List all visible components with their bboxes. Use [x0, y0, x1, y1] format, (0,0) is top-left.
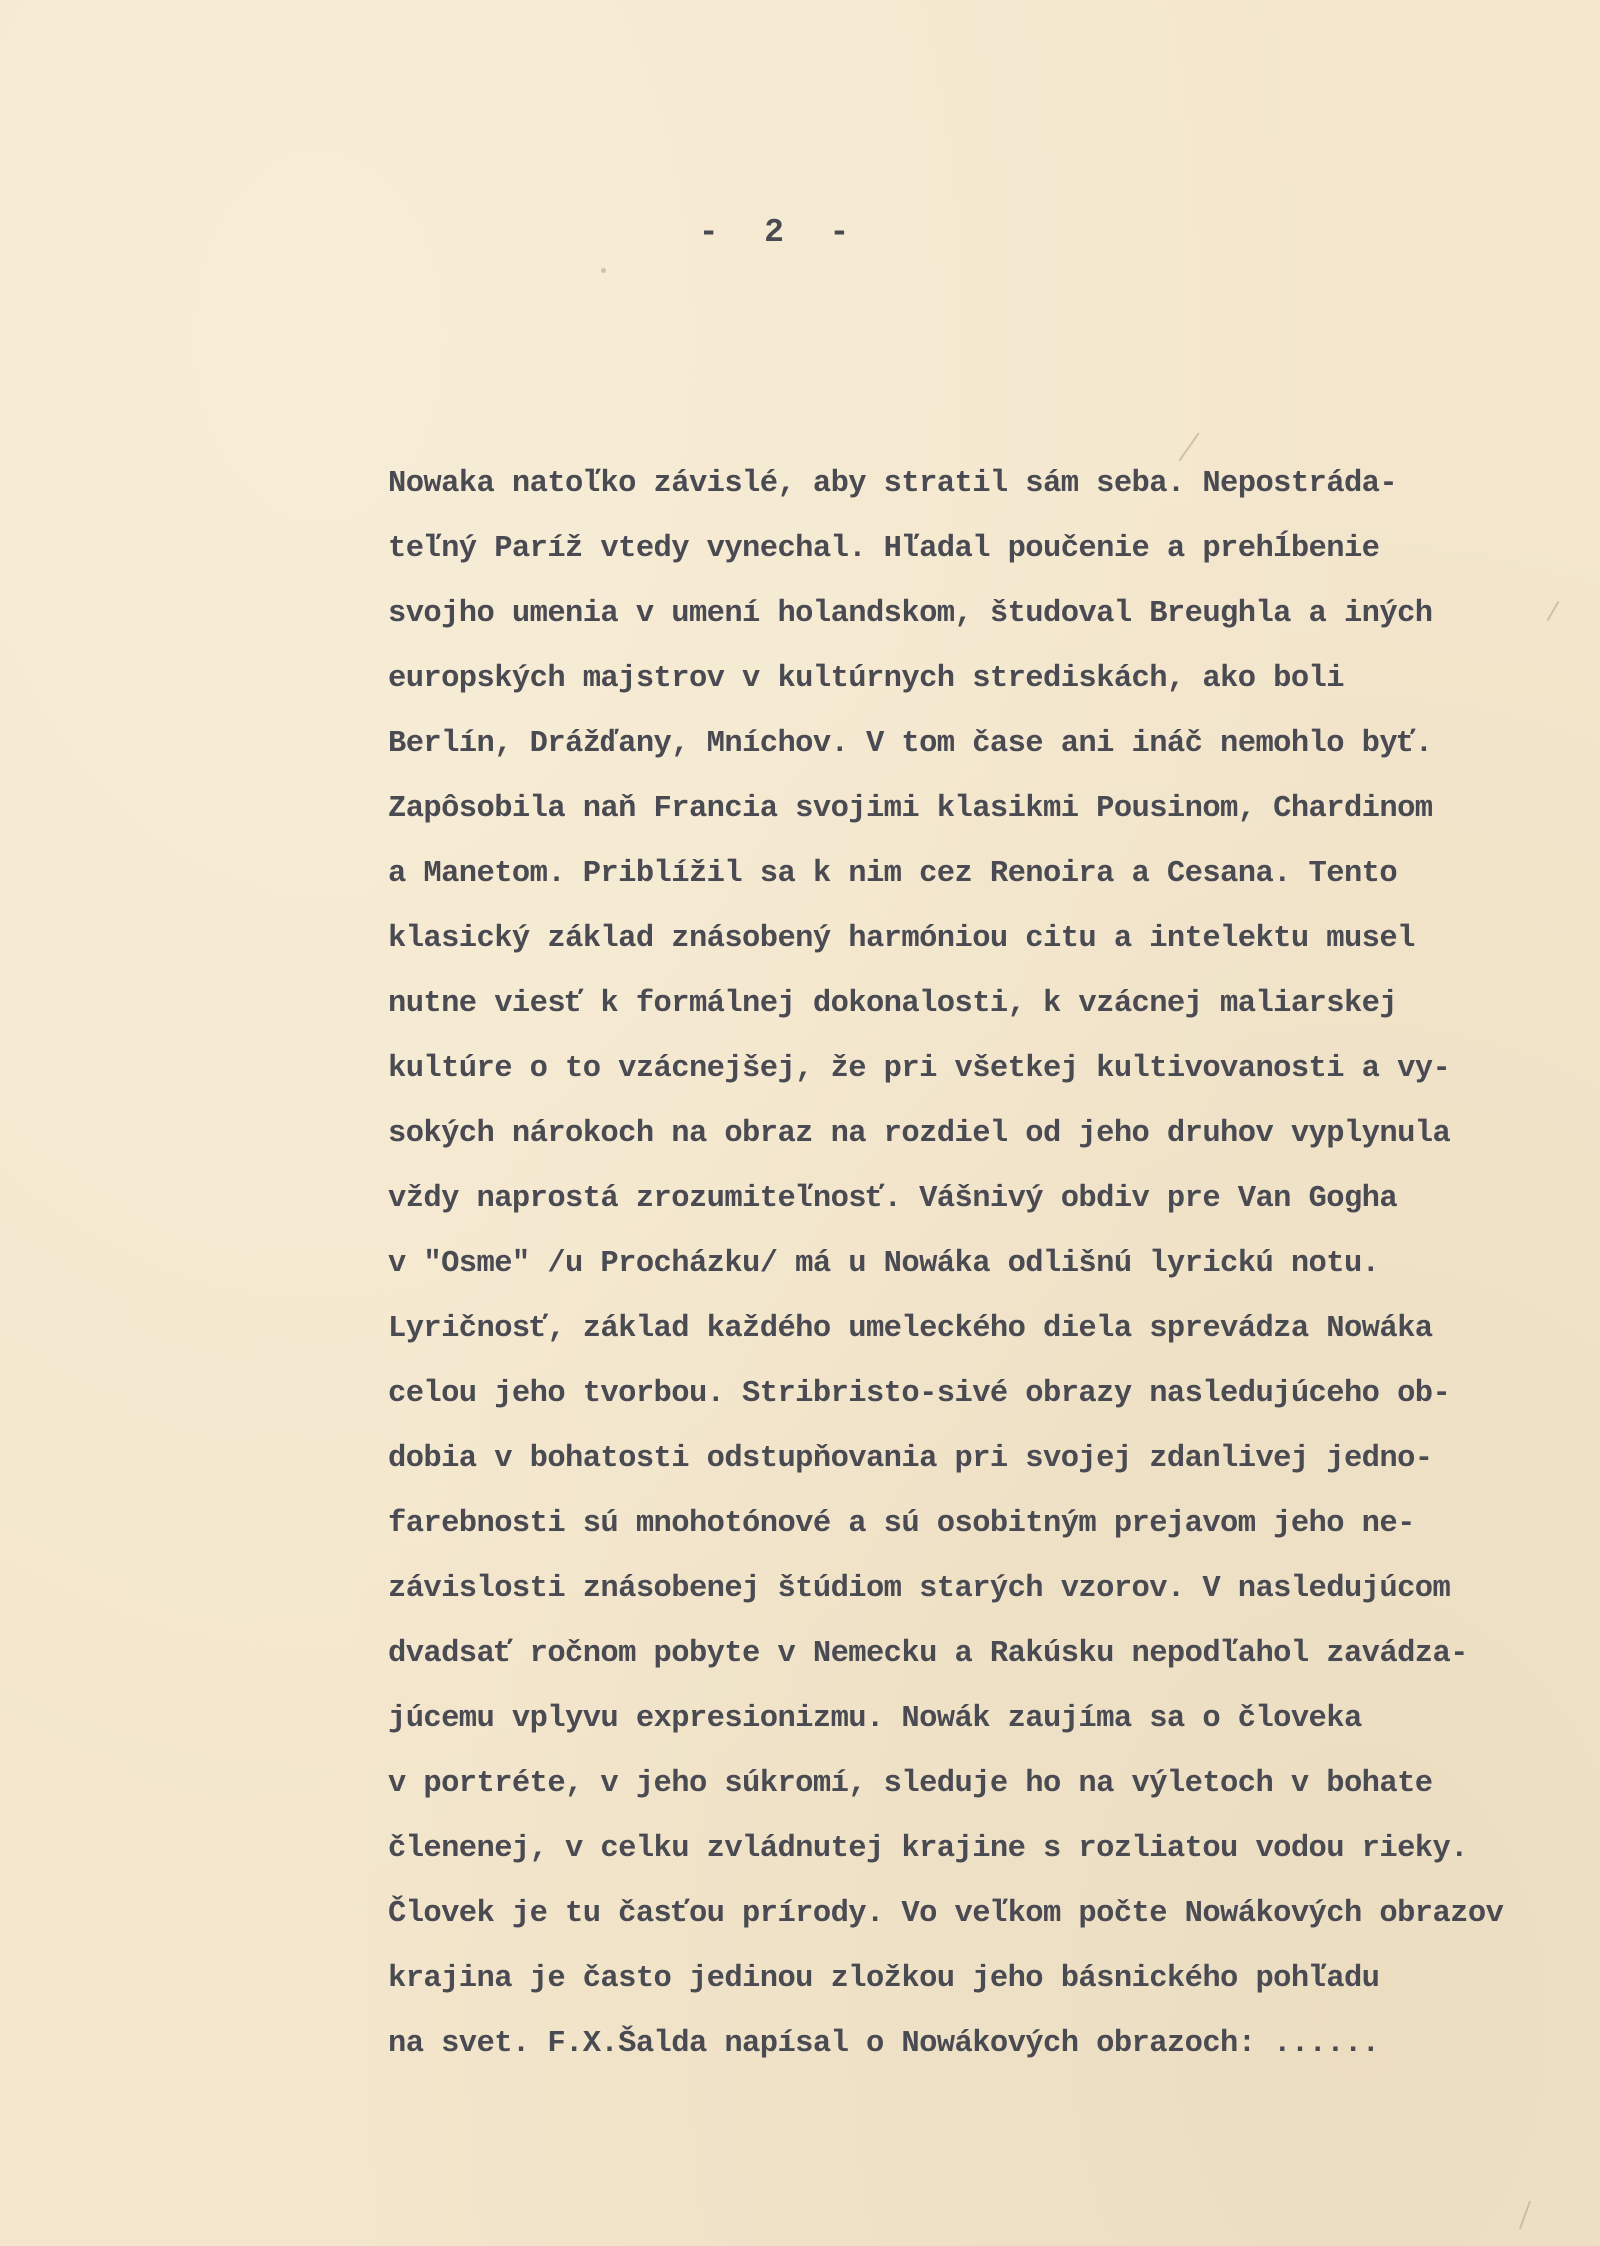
text-line: Nowaka natoľko závislé, aby stratil sám seba. Nepostráda-	[388, 467, 1398, 501]
body-text	[388, 452, 1588, 2077]
text-line: nutne viesť k formálnej dokonalosti, k vzácnej maliarskej	[388, 987, 1398, 1021]
paper-mark	[1519, 2201, 1531, 2230]
text-line: klasický základ znásobený harmóniou citu a intelektu musel	[388, 922, 1415, 956]
text-line: závislosti znásobenej štúdiom starých vzorov. V nasledujúcom	[388, 1572, 1451, 1606]
text-line: farebnosti sú mnohotónové a sú osobitným prejavom jeho ne-	[388, 1507, 1415, 1541]
text-line: teľný Paríž vtedy vynechal. Hľadal poučenie a prehĺbenie	[388, 532, 1380, 566]
text-line: Zapôsobila naň Francia svojimi klasikmi Pousinom, Chardinom	[388, 792, 1433, 826]
text-line: v "Osme" /u Procházku/ má u Nowáka odlišnú lyrickú notu.	[388, 1247, 1380, 1281]
text-line: dvadsať ročnom pobyte v Nemecku a Rakúsku nepodľahol zavádza-	[388, 1637, 1468, 1671]
text-line: Lyričnosť, základ každého umeleckého diela sprevádza Nowáka	[388, 1312, 1433, 1346]
text-line: dobia v bohatosti odstupňovania pri svojej zdanlivej jedno-	[388, 1442, 1433, 1476]
text-line: krajina je často jedinou zložkou jeho básnického pohľadu	[388, 1962, 1380, 1996]
text-line: členenej, v celku zvládnutej krajine s rozliatou vodou rieky.	[388, 1832, 1468, 1866]
paper-mark	[601, 268, 606, 273]
text-line: kultúre o to vzácnejšej, že pri všetkej kultivovanosti a vy-	[388, 1052, 1451, 1086]
text-line: vždy naprostá zrozumiteľnosť. Vášnivý obdiv pre Van Gogha	[388, 1182, 1398, 1216]
text-line: v portréte, v jeho súkromí, sleduje ho na výletoch v bohate	[388, 1767, 1433, 1801]
text-line: a Manetom. Priblížil sa k nim cez Renoira a Cesana. Tento	[388, 857, 1398, 891]
text-line: Berlín, Drážďany, Mníchov. V tom čase ani ináč nemohlo byť.	[388, 727, 1433, 761]
text-line: celou jeho tvorbou. Stribristo-sivé obrazy nasledujúceho ob-	[388, 1377, 1451, 1411]
text-line: júcemu vplyvu expresionizmu. Nowák zaujíma sa o človeka	[388, 1702, 1362, 1736]
text-line: svojho umenia v umení holandskom, študoval Breughla a iných	[388, 597, 1433, 631]
text-line: Človek je tu časťou prírody. Vo veľkom počte Nowákových obrazov	[388, 1897, 1504, 1931]
text-line: na svet. F.X.Šalda napísal o Nowákových obrazoch: ......	[388, 2027, 1380, 2061]
page-number: - 2 -	[698, 214, 852, 251]
text-line: sokých nárokoch na obraz na rozdiel od jeho druhov vyplynula	[388, 1117, 1451, 1151]
text-line: europských majstrov v kultúrnych strediskách, ako boli	[388, 662, 1344, 696]
